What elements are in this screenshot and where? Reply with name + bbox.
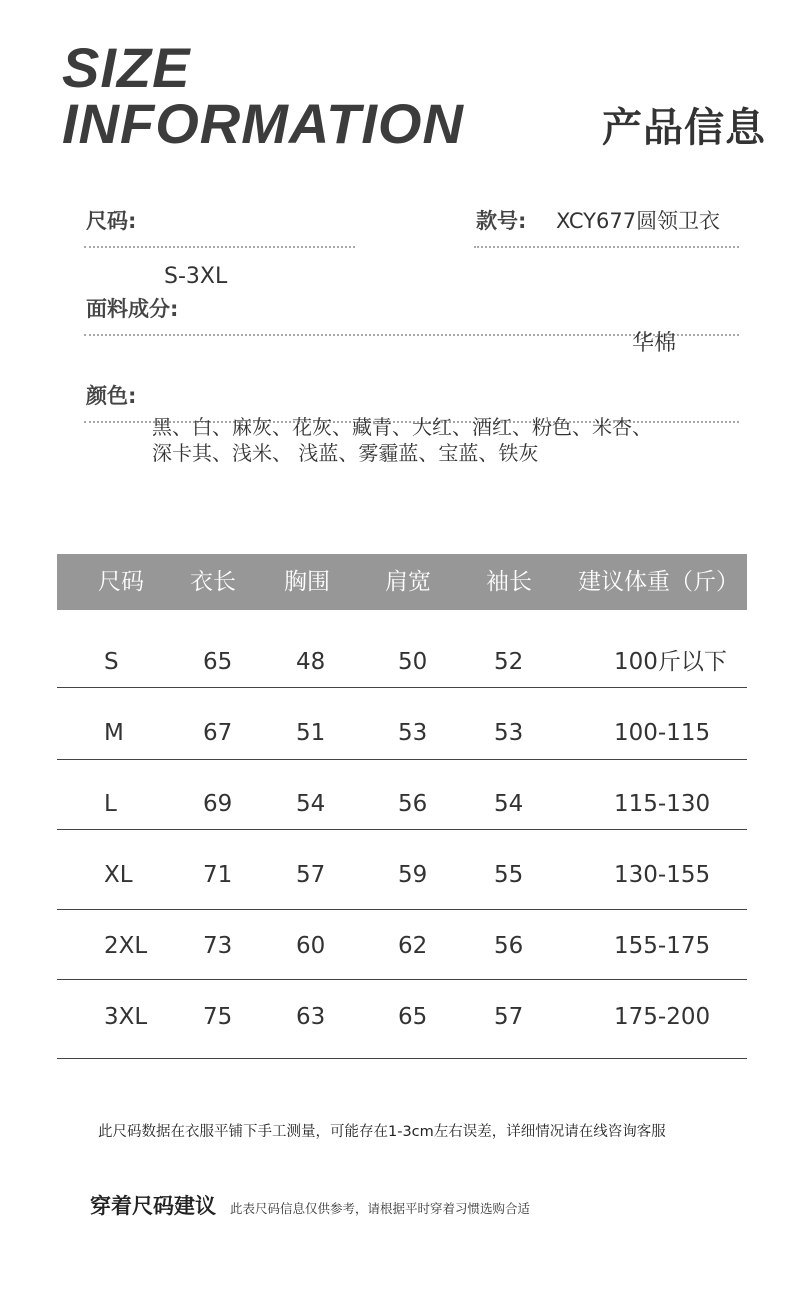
row-m-weight: 100-115 xyxy=(614,720,711,746)
row-2xl-chest: 60 xyxy=(296,933,326,959)
row-xl-length: 71 xyxy=(203,862,233,888)
row-xl-sleeve: 55 xyxy=(494,862,524,888)
row-s-size: S xyxy=(104,649,119,675)
style-value: XCY677圆领卫衣 xyxy=(556,209,721,233)
title-chinese: 产品信息 xyxy=(602,105,766,151)
size-value: S-3XL xyxy=(164,264,228,289)
row-3xl-shoulder: 65 xyxy=(398,1004,428,1030)
header-chest: 胸围 xyxy=(284,569,330,595)
header-length: 衣长 xyxy=(190,569,236,595)
row-divider xyxy=(57,979,747,980)
row-2xl-sleeve: 56 xyxy=(494,933,524,959)
row-2xl-length: 73 xyxy=(203,933,233,959)
header-sleeve: 袖长 xyxy=(486,569,532,595)
row-divider xyxy=(57,759,747,760)
title-english-line1: SIZE xyxy=(62,36,191,99)
color-label: 颜色: xyxy=(86,384,137,408)
size-label: 尺码: xyxy=(86,209,137,233)
color-list-line2: 深卡其、浅米、 浅蓝、雾霾蓝、宝蓝、铁灰 xyxy=(152,441,539,465)
row-m-chest: 51 xyxy=(296,720,326,746)
row-m-shoulder: 53 xyxy=(398,720,428,746)
title-english-line2: INFORMATION xyxy=(62,92,464,155)
row-xl-size: XL xyxy=(104,862,133,888)
row-s-weight: 100斤以下 xyxy=(614,649,727,675)
table-bottom-border xyxy=(57,1058,747,1059)
row-3xl-chest: 63 xyxy=(296,1004,326,1030)
row-xl-shoulder: 59 xyxy=(398,862,428,888)
row-2xl-shoulder: 62 xyxy=(398,933,428,959)
fabric-label: 面料成分: xyxy=(86,297,179,321)
row-s-shoulder: 50 xyxy=(398,649,428,675)
row-m-sleeve: 53 xyxy=(494,720,524,746)
header-weight: 建议体重（斤） xyxy=(578,569,739,595)
row-3xl-length: 75 xyxy=(203,1004,233,1030)
row-xl-chest: 57 xyxy=(296,862,326,888)
row-3xl-size: 3XL xyxy=(104,1004,148,1030)
row-2xl-weight: 155-175 xyxy=(614,933,711,959)
row-l-sleeve: 54 xyxy=(494,791,524,817)
row-s-sleeve: 52 xyxy=(494,649,524,675)
row-3xl-weight: 175-200 xyxy=(614,1004,711,1030)
row-m-length: 67 xyxy=(203,720,233,746)
row-l-chest: 54 xyxy=(296,791,326,817)
row-divider xyxy=(57,909,747,910)
size-advice-subtitle: 此表尺码信息仅供参考，请根据平时穿着习惯选购合适 xyxy=(230,1201,531,1216)
size-divider xyxy=(84,246,355,248)
row-l-shoulder: 56 xyxy=(398,791,428,817)
color-list-line1: 黑、白、麻灰、花灰、藏青、大红、酒红、粉色、米杏、 xyxy=(152,415,652,439)
size-table-header xyxy=(57,554,747,610)
fabric-value: 华棉 xyxy=(632,331,677,356)
row-s-length: 65 xyxy=(203,649,233,675)
row-m-size: M xyxy=(104,720,124,746)
style-label: 款号: xyxy=(476,209,527,233)
style-divider xyxy=(474,246,739,248)
row-3xl-sleeve: 57 xyxy=(494,1004,524,1030)
row-2xl-size: 2XL xyxy=(104,933,148,959)
row-s-chest: 48 xyxy=(296,649,326,675)
measurement-note: 此尺码数据在衣服平铺下手工测量，可能存在1-3cm左右误差，详细情况请在线咨询客服 xyxy=(98,1124,666,1140)
row-l-length: 69 xyxy=(203,791,233,817)
size-advice-title: 穿着尺码建议 xyxy=(90,1194,216,1218)
header-size: 尺码 xyxy=(98,569,144,595)
row-divider xyxy=(57,829,747,830)
row-xl-weight: 130-155 xyxy=(614,862,711,888)
row-divider xyxy=(57,687,747,688)
row-l-size: L xyxy=(104,791,117,817)
header-shoulder: 肩宽 xyxy=(385,569,431,595)
row-l-weight: 115-130 xyxy=(614,791,711,817)
